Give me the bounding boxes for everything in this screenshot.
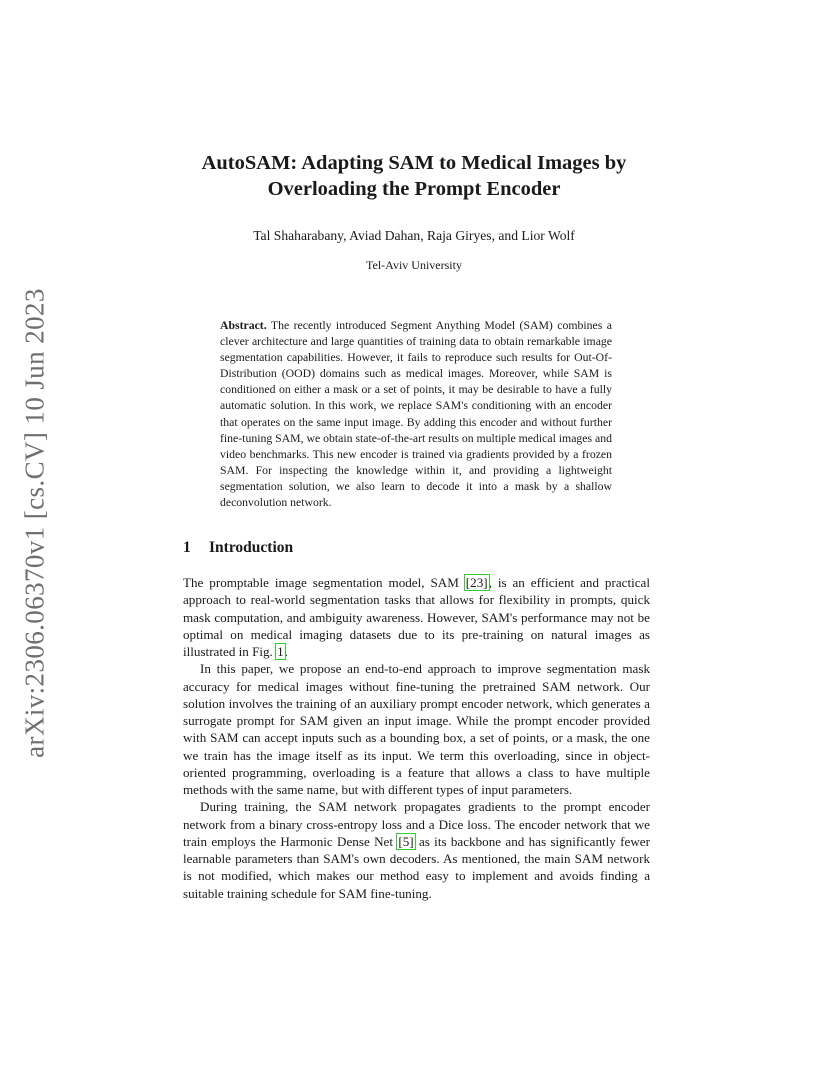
intro-paragraph-1 [183,574,650,660]
author-list: Tal Shaharabany, Aviad Dahan, Raja Giryes, and Lior Wolf [253,228,575,243]
paper-title [140,150,688,202]
section-title: Introduction [209,539,294,556]
paragraph-text: , is an efficient and practical approach to real-world segmentation tasks that allows for flexibility in prompts, quick mask computation, and ambiguity awareness. However, SAM's performance may not be optimal on medical imaging datasets due to its pre-training on natural images as illustrated in Fig. [183,575,650,659]
paragraph-text: The promptable image segmentation model, SAM [183,575,465,590]
section-number: 1 [183,539,191,556]
paragraph-text: During training, the SAM network propagates gradients to the prompt encoder network from a binary cross-entropy loss and a Dice loss. The encoder network that we train employs the Harmonic Dense Net [183,799,650,849]
arxiv-sidebar-stamp [15,288,55,758]
intro-paragraph-3 [183,798,650,902]
intro-paragraph-2: In this paper, we propose an end-to-end approach to improve segmentation mask accuracy for medical images without fine-tuning the pretrained SAM network. Our solution involves the training of an auxiliary prompt encoder network, which generates a surrogate prompt for SAM given an input image. While the prompt encoder provided with SAM can accept inputs such as a bounding box, a set of points, or a mask, the one we train has the image itself as its input. We term this overloading, since in object-oriented programming, overloading is a feature that allows a class to have multiple methods with the same name, but with different types of input parameters. [183,661,650,797]
introduction-body [183,574,650,902]
affiliation: Tel-Aviv University [366,258,462,272]
abstract-label: Abstract. [220,319,267,332]
abstract-text: The recently introduced Segment Anything Model (SAM) combines a clever architecture and large quantities of training data to obtain remarkable image segmentation capabilities. However, it fails to reproduce such results for Out-Of-Distribution (OOD) domains such as medical images. Moreover, while SAM is conditioned on either a mask or a set of points, it may be desirable to have a fully automatic solution. In this work, we replace SAM's conditioning with an encoder that operates on the same input image. By adding this encoder and without further fine-tuning SAM, we obtain state-of-the-art results on multiple medical images and video benchmarks. This new encoder is trained via gradients provided by a frozen SAM. For inspecting the knowledge within it, and providing a lightweight segmentation solution, we also learn to decode it into a mask by a shallow deconvolution network. [220,319,612,510]
paragraph-text: as its backbone and has significantly fewer learnable parameters than SAM's own decoders. As mentioned, the main SAM network is not modified, which makes our method easy to implement and avoids finding a suitable training schedule for SAM fine-tuning. [183,833,650,901]
arxiv-identifier: arXiv:2306.06370v1 [cs.CV] 10 Jun 2023 [19,288,50,758]
citation-link[interactable]: [5] [398,833,414,849]
paragraph-text: . [284,644,288,659]
section-heading-introduction [183,539,293,557]
title-line-1: AutoSAM: Adapting SAM to Medical Images by [201,152,627,174]
title-line-2: Overloading the Prompt Encoder [267,178,561,200]
figure-link[interactable]: 1 [277,644,284,659]
citation-link[interactable]: [23] [465,575,488,590]
abstract [220,318,612,511]
